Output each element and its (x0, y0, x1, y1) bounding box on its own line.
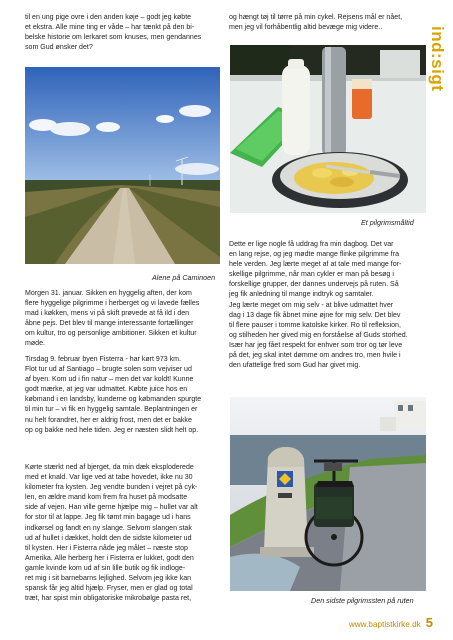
page-footer (349, 615, 433, 630)
photo-camino-road (25, 67, 220, 264)
col1-top-text: til en ung pige ovre i den anden køje – godt jeg købte et ekstra. Alle mine ting er våde – har tænkt på den bi- belske historie om lerkaret som knuses, men gendannes som Gud ønsker det? (25, 14, 202, 52)
footer-url-link[interactable]: www.baptistkirke.dk (348, 620, 421, 629)
caption-last-pilgrim-stone: Den sidste pilgrimssten på ruten (311, 596, 414, 605)
photo-last-pilgrim-stone (230, 397, 426, 591)
col2-top-text: og hængt tøj til tørre på min cykel. Rejsens mål er nået, men jeg vil forhåbentlig altid bevæge mig videre.. (229, 14, 403, 32)
caption-pilgrim-meal: Et pilgrimsmåltid (361, 218, 414, 227)
col1-para-tuesday: Tirsdag 9. februar byen Fisterra - har kørt 973 km. Flot tur ud af Santiago – brugte solen som vejviser ud af byen. Kom ud i fin natur – men det var koldt! Kunne godt mærke, at jeg var udmattet. Købte juice hos en købmand i en landsby, kunderne og købmanden spurgte til min tur – vi fik en hyggelig samtale. Beplantningen er nu helt forandret, her er aldrig frost, men det er bakke op og bakke ned hele tiden. Jeg er næsten slidt helt op. (25, 356, 202, 434)
caption-caminoen: Alene på Caminoen (152, 273, 216, 282)
section-title-vertical: ind:sigt (428, 26, 447, 92)
col1-para-morning: Morgen 31. januar. Sikken en hyggelig aften, der kom flere hyggelige pilgrimme i herberget og vi lavede fælles mad i køkken, mens vi på skift prøvede at få ild i den åbne pejs. Det blev til mange interessante fortællinger om kultur, tro og personlige ambitioner. Sikken et kultur møde. (25, 290, 200, 348)
col1-para-bottom: Kørte stærkt ned af bjerget, da min dæk eksploderede med et knald. Var lige ved at tabe hovedet, ikke nu 30 kilometer fra kysten. Jeg vendte bunden i vejret på cyk- len, en ældre mand kom frem fra huset på modsatte side af vejen. Han ville gerne hjælpe mig – hullet var alt for stor til at lappe. Jeg fik tømt min bagage ud i hans indkørsel og fandt en ny slange. Selvom slangen stak ud af hullet i dækket, holdt den de sidste kilometer ud til kysten. Her i Fisterra nåde jeg målet – næste stop Amerika. Alle herberg her i Fisterra er lukket, godt den gamle kvinde kom ud af sin lille butik og fik indloge- ret mig i sit barnebarns lejlighed. Selvom jeg ikke kan spansk får jeg altid hjælp. Fryser, men er glad og total træt, har spist min obligatoriske mikrobølge pasta ret, (25, 464, 198, 603)
col2-para-diary: Dette er lige nogle få uddrag fra min dagbog. Det var en lang rejse, og jeg mødte mange flinke pilgrimme fra hele verden. Jeg lærte meget af at tale med mange for- skellige pilgrimme, når man cykler er man på besøg i forskellige grupper, der dannes undervejs på ruten. Så jeg fik anledning til mange indtryk og samtaler. Jeg lærte meget om mig selv - at blive udmattet hver dag i 13 dage fik åbnet mine øjne for mig selv. Det blev til flere pauser i tomme katolske kirker. Ro til refleksion, og stilheden her gived mig en forståelse af Guds storhed. Især har jeg fået respekt for enhver som tror og tør leve på det, jeg skal intet dømme om andres tro, men hvile i den ufattelige fred som Gud har givet mig. (229, 241, 408, 370)
page-number: 5 (425, 615, 433, 630)
photo-pilgrim-meal (230, 45, 426, 213)
